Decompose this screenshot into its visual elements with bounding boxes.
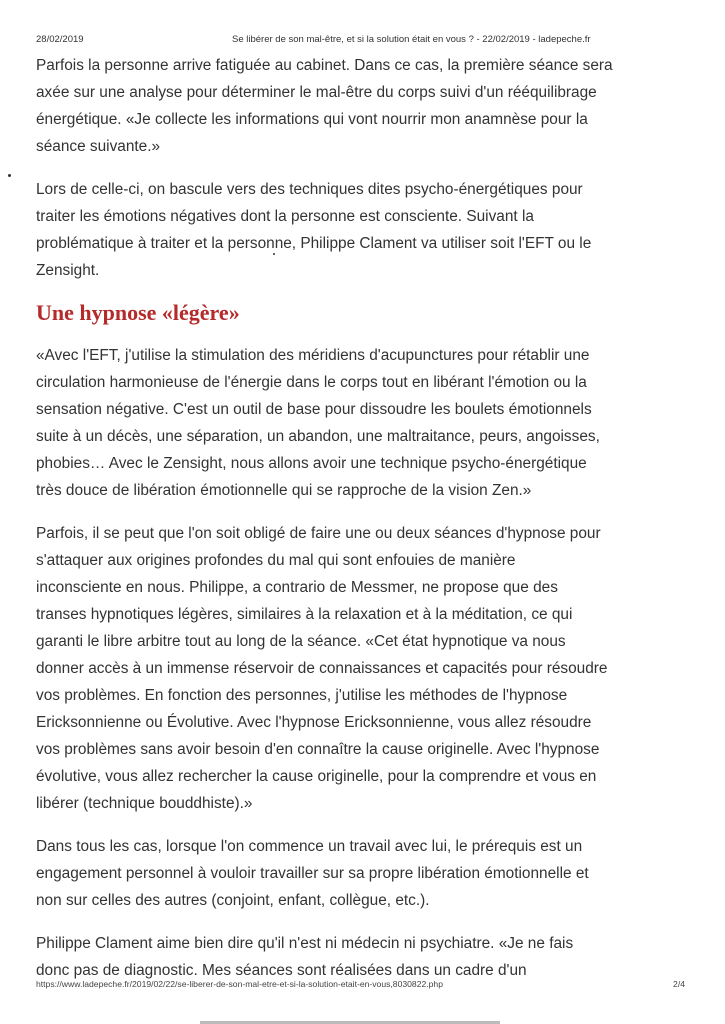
print-footer xyxy=(36,979,685,993)
article-paragraph: Parfois la personne arrive fatiguée au cabinet. Dans ce cas, la première séance sera axée sur une analyse pour déterminer le mal-être du corps suivi d'un rééquilibrage énergétique. «Je collecte les informations qui vont nourrir mon anamnèse pour la séance suivante.» xyxy=(36,57,613,155)
print-header xyxy=(36,34,689,48)
print-url: https://www.ladepeche.fr/2019/02/22/se-liberer-de-son-mal-etre-et-si-la-solution-etait-en-vous,8030822.php xyxy=(36,979,443,989)
article-paragraph: «Avec l'EFT, j'utilise la stimulation des méridiens d'acupunctures pour rétablir une circulation harmonieuse de l'énergie dans le corps tout en libérant l'émotion ou la sensation négative. C'est un outil de base pour dissoudre les boulets émotionnels suite à un décès, une séparation, un abandon, une maltraitance, peurs, angoisses, phobies… Avec le Zensight, nous allons avoir une technique psycho-énergétique très douce de libération émotionnelle qui se rapproche de la vision Zen.» xyxy=(36,347,600,499)
print-date: 28/02/2019 xyxy=(36,34,84,45)
article-paragraph: Philippe Clament aime bien dire qu'il n'est ni médecin ni psychiatre. «Je ne fais donc pas de diagnostic. Mes séances sont réalisées dans un cadre d'un xyxy=(36,935,574,979)
article-paragraph: Lors de celle-ci, on bascule vers des techniques dites psycho-énergétiques pour traiter les émotions négatives dont la personne est consciente. Suivant la problématique à traiter et la personne, Philippe Clament va utiliser soit l'EFT ou le Zensight. xyxy=(36,181,592,279)
article-paragraph: Dans tous les cas, lorsque l'on commence un travail avec lui, le prérequis est un engagement personnel à vouloir travailler sur sa propre libération émotionnelle et non sur celles des autres (conjoint, enfant, collègue, etc.). xyxy=(36,838,589,909)
section-heading: Une hypnose «légère» xyxy=(36,300,240,325)
page-number: 2/4 xyxy=(673,979,685,989)
scan-speck xyxy=(273,253,275,255)
article-body xyxy=(36,52,696,1000)
article-paragraph: Parfois, il se peut que l'on soit obligé de faire une ou deux séances d'hypnose pour s'attaquer aux origines profondes du mal qui sont enfouies de manière inconsciente en nous. Philippe, a contrario de Messmer, ne propose que des transes hypnotiques légères, similaires à la relaxation et à la méditation, ce qui garanti le libre arbitre tout au long de la séance. «Cet état hypnotique va nous donner accès à un immense réservoir de connaissances et capacités pour résoudre vos problèmes. En fonction des personnes, j'utilise les méthodes de l'hypnose Ericksonnienne ou Évolutive. Avec l'hypnose Ericksonnienne, vous allez résoudre vos problèmes sans avoir besoin d'en connaître la cause originelle. Avec l'hypnose évolutive, vous allez rechercher la cause originelle, pour la comprendre et vous en libérer (technique bouddhiste).» xyxy=(36,525,608,812)
scan-speck xyxy=(8,174,11,177)
print-page-title: Se libérer de son mal-être, et si la solution était en vous ? - 22/02/2019 - ladepeche.fr xyxy=(232,34,591,45)
